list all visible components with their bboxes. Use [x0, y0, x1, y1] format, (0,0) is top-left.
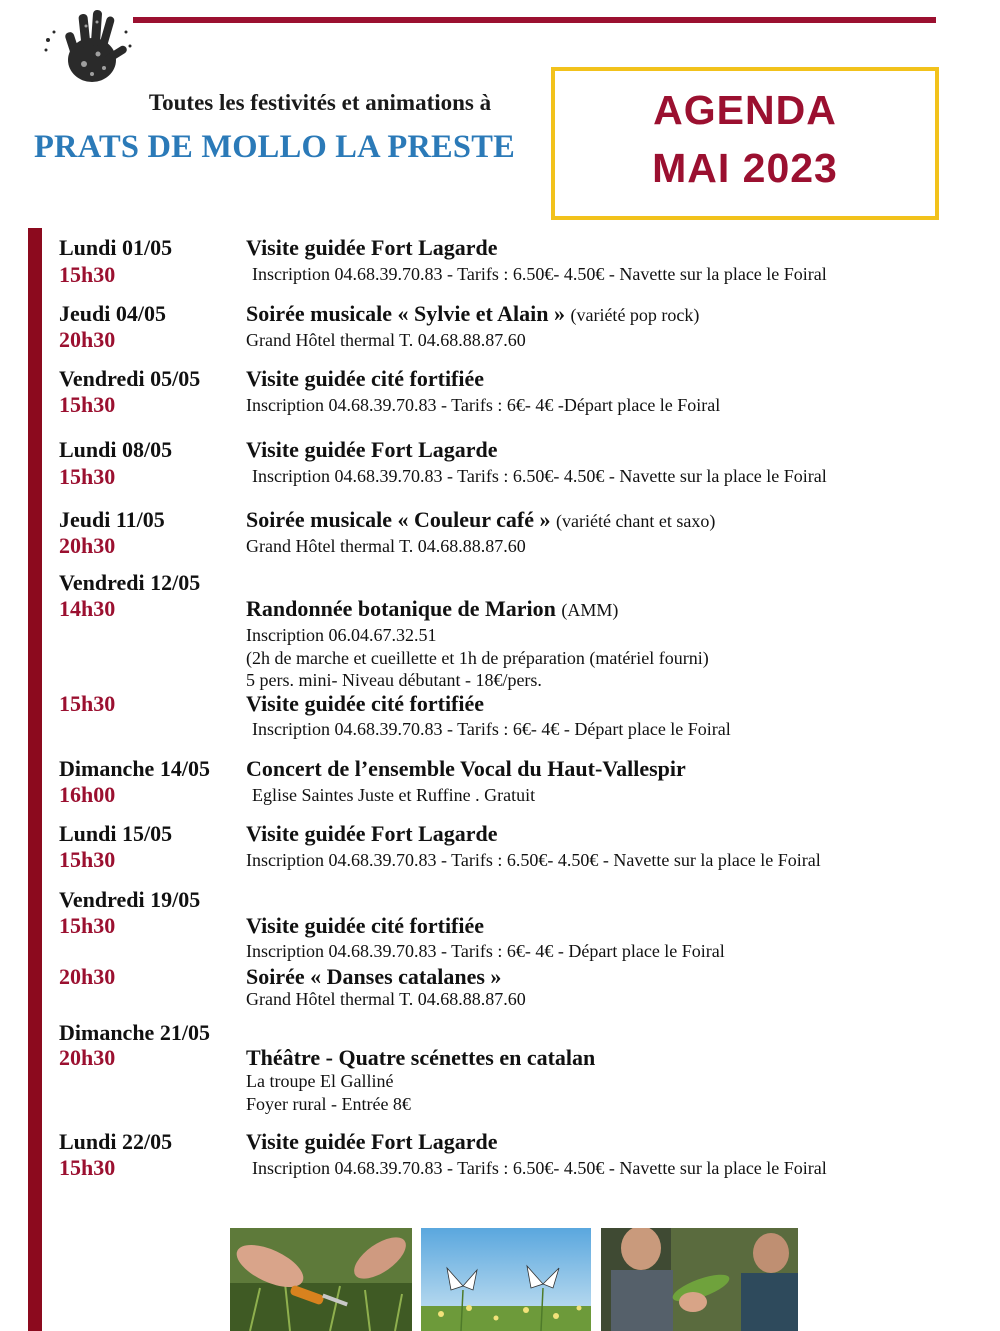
- event-day: Vendredi 05/05: [59, 366, 201, 391]
- event-note: (AMM): [561, 600, 619, 620]
- side-bar: [28, 228, 42, 1331]
- event-title: Soirée « Danses catalanes »: [246, 964, 502, 989]
- event-title: Théâtre - Quatre scénettes en catalan: [246, 1045, 596, 1070]
- event-note: (variété pop rock): [570, 305, 700, 325]
- event-title: Visite guidée Fort Lagarde: [246, 235, 498, 260]
- event-info: Inscription 04.68.39.70.83 - Tarifs : 6€- 4€ - Départ place le Foiral: [246, 941, 725, 961]
- event-info: Inscription 06.04.67.32.51: [246, 625, 437, 645]
- event-title: [246, 303, 699, 325]
- event-time: 16h00: [59, 782, 116, 807]
- tagline: Toutes les festivités et animations à: [148, 90, 492, 115]
- event-day: Lundi 15/05: [59, 821, 173, 846]
- event-title: Visite guidée Fort Lagarde: [246, 1129, 498, 1154]
- event-title-text: Soirée musicale « Couleur café »: [246, 507, 551, 532]
- event-day: Lundi 22/05: [59, 1129, 173, 1154]
- event-info: Inscription 04.68.39.70.83 - Tarifs : 6€- 4€ - Départ place le Foiral: [252, 719, 731, 739]
- event-day: Dimanche 21/05: [59, 1020, 210, 1045]
- event-title-text: Randonnée botanique de Marion: [246, 596, 556, 621]
- agenda-box: [551, 67, 939, 220]
- town-name: PRATS DE MOLLO LA PRESTE: [34, 129, 515, 165]
- event-title: Visite guidée Fort Lagarde: [246, 821, 498, 846]
- event-info: 5 pers. mini- Niveau débutant - 18€/pers.: [246, 670, 542, 690]
- event-info: Inscription 04.68.39.70.83 - Tarifs : 6.50€- 4.50€ - Navette sur la place le Foiral: [252, 466, 827, 486]
- event-info: Inscription 04.68.39.70.83 - Tarifs : 6.50€- 4.50€ - Navette sur la place le Foiral: [246, 850, 821, 870]
- event-info: Grand Hôtel thermal T. 04.68.88.87.60: [246, 330, 526, 350]
- event-info: Inscription 04.68.39.70.83 - Tarifs : 6€- 4€ -Départ place le Foiral: [246, 395, 721, 415]
- event-day: Jeudi 11/05: [59, 507, 165, 532]
- event-day: Vendredi 19/05: [59, 887, 201, 912]
- event-title: [246, 598, 618, 620]
- event-time: 15h30: [59, 847, 116, 872]
- event-time: 20h30: [59, 533, 116, 558]
- event-time: 20h30: [59, 1045, 116, 1070]
- event-day: Jeudi 04/05: [59, 301, 166, 326]
- event-time: 20h30: [59, 327, 116, 352]
- event-title: Visite guidée cité fortifiée: [246, 366, 485, 391]
- event-info: Foyer rural - Entrée 8€: [246, 1094, 411, 1114]
- event-time: 15h30: [59, 464, 116, 489]
- handprint-icon: [40, 2, 135, 90]
- event-title: Visite guidée Fort Lagarde: [246, 437, 498, 462]
- event-day: Lundi 01/05: [59, 235, 173, 260]
- hands-picking-herbs-photo: [230, 1228, 412, 1331]
- event-title: Visite guidée cité fortifiée: [246, 691, 485, 716]
- event-note: (variété chant et saxo): [555, 511, 716, 531]
- agenda-title: AGENDA: [653, 87, 837, 133]
- event-title: Visite guidée cité fortifiée: [246, 913, 485, 938]
- hikers-leaf-photo: [601, 1228, 798, 1331]
- event-title-text: Soirée musicale « Sylvie et Alain »: [246, 301, 565, 326]
- event-info: Grand Hôtel thermal T. 04.68.88.87.60: [246, 989, 526, 1009]
- event-day: Lundi 08/05: [59, 437, 173, 462]
- event-info: (2h de marche et cueillette et 1h de préparation (matériel fourni): [246, 648, 709, 668]
- event-title: Concert de l’ensemble Vocal du Haut-Vallespir: [246, 756, 686, 781]
- event-title: [246, 509, 715, 531]
- event-time: 20h30: [59, 964, 116, 989]
- event-time: 15h30: [59, 1155, 116, 1180]
- agenda-month: MAI 2023: [652, 145, 838, 191]
- top-rule: [133, 17, 936, 23]
- event-day: Vendredi 12/05: [59, 570, 201, 595]
- event-day: Dimanche 14/05: [59, 756, 210, 781]
- event-info: Eglise Saintes Juste et Ruffine . Gratuit: [252, 785, 536, 805]
- event-info: Grand Hôtel thermal T. 04.68.88.87.60: [246, 536, 526, 556]
- event-time: 15h30: [59, 691, 116, 716]
- event-time: 15h30: [59, 913, 116, 938]
- event-time: 14h30: [59, 596, 116, 621]
- butterflies-flowers-photo: [421, 1228, 591, 1331]
- event-time: 15h30: [59, 392, 116, 417]
- event-info: La troupe El Galliné: [246, 1071, 394, 1091]
- event-info: Inscription 04.68.39.70.83 - Tarifs : 6.50€- 4.50€ - Navette sur la place le Foiral: [252, 1158, 827, 1178]
- event-info: Inscription 04.68.39.70.83 - Tarifs : 6.50€- 4.50€ - Navette sur la place le Foiral: [252, 264, 827, 284]
- event-time: 15h30: [59, 262, 116, 287]
